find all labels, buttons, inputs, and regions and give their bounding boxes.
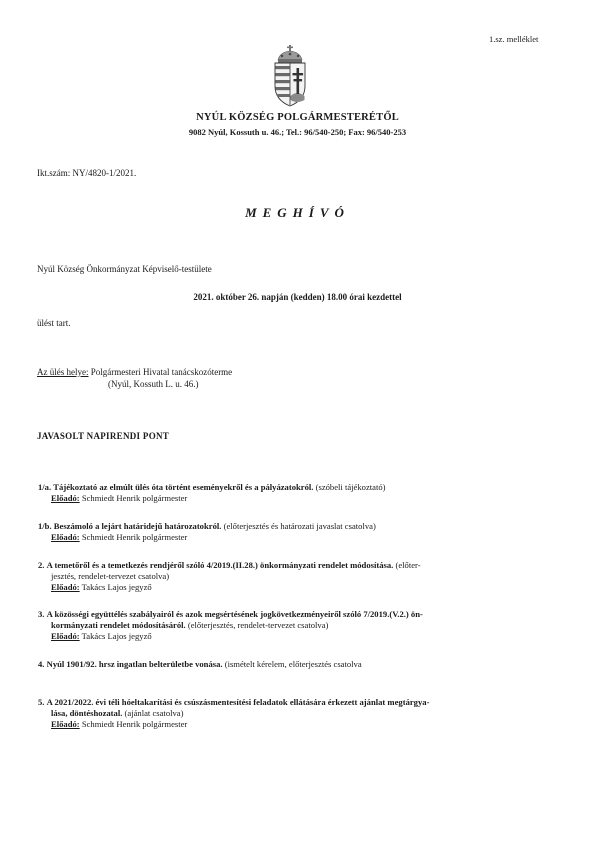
venue-line2: (Nyúl, Kossuth L. u. 46.)	[108, 379, 199, 389]
session-date: 2021. október 26. napján (kedden) 18.00 órai kezdettel	[193, 292, 402, 302]
item-note: (előter-	[395, 560, 421, 570]
item-number: 3.	[38, 609, 45, 619]
invitation-intro: Nyúl Község Önkormányzat Képviselő-testülete	[37, 264, 212, 274]
agenda-item-3	[38, 609, 558, 642]
venue-line1: Polgármesteri Hivatal tanácskozóterme	[90, 367, 233, 377]
document-title: MEGHÍVÓ	[245, 205, 350, 220]
item-title-cont: kormányzati rendelet módosításáról.	[51, 620, 186, 630]
presenter-label: Előadó:	[51, 582, 80, 592]
agenda-item-4	[38, 659, 558, 670]
presenter-label: Előadó:	[51, 719, 80, 729]
item-title: A 2021/2022. évi téli hóeltakarítási és csúszásmentesítési feladatok ellátására érkezett ajánlat megtárgya-	[46, 697, 430, 707]
item-title: A temetőről és a temetkezés rendjéről szóló 4/2019.(II.28.) önkormányzati rendelet módosítása.	[46, 560, 394, 570]
item-number: 1/a.	[38, 482, 52, 492]
presenter-label: Előadó:	[51, 493, 80, 503]
annex-label: 1.sz. melléklet	[489, 34, 539, 44]
agenda-item-1a	[38, 482, 558, 504]
item-note: (előterjesztés, rendelet-tervezet csatolva)	[187, 620, 329, 630]
item-title-cont: lása, döntéshozatal.	[51, 708, 123, 718]
presenter-label: Előadó:	[51, 631, 80, 641]
presenter-label: Előadó:	[51, 532, 80, 542]
agenda-item-2	[38, 560, 558, 593]
agenda-heading: JAVASOLT NAPIRENDI PONT	[37, 431, 170, 441]
item-note: (ismételt kérelem, előterjesztés csatolva	[224, 659, 362, 669]
item-number: 5.	[38, 697, 45, 707]
presenter-name: Schmiedt Henrik polgármester	[81, 719, 188, 729]
item-number: 2.	[38, 560, 45, 570]
presenter-name: Takács Lajos jegyző	[81, 631, 152, 641]
reference-number: Ikt.szám: NY/4820-1/2021.	[37, 168, 137, 178]
venue	[37, 367, 232, 378]
item-title: Nyúl 1901/92. hrsz ingatlan belterületbe vonása.	[46, 659, 223, 669]
coat-of-arms-icon	[270, 44, 310, 108]
item-title: Beszámoló a lejárt határidejű határozatokról.	[53, 521, 222, 531]
venue-label: Az ülés helye:	[37, 367, 89, 377]
item-number: 4.	[38, 659, 45, 669]
item-title: A közösségi együttélés szabályairól és azok megsértésének jogkövetkezményeiről szóló 7/2019.(V.2.) ön-	[46, 609, 423, 619]
item-title: Tájékoztató az elmúlt ülés óta történt eseményekről és a pályázatokról.	[53, 482, 314, 492]
item-number: 1/b.	[38, 521, 52, 531]
item-note: (előterjesztés és határozati javaslat csatolva)	[223, 521, 376, 531]
session-held: ülést tart.	[37, 318, 71, 328]
presenter-name: Schmiedt Henrik polgármester	[81, 493, 188, 503]
presenter-name: Schmiedt Henrik polgármester	[81, 532, 188, 542]
issuer-address: 9082 Nyúl, Kossuth u. 46.; Tel.: 96/540-250; Fax: 96/540-253	[188, 127, 407, 137]
presenter-name: Takács Lajos jegyző	[81, 582, 152, 592]
agenda-item-5	[38, 697, 558, 730]
agenda-item-1b	[38, 521, 558, 543]
issuer-title: NYÚL KÖZSÉG POLGÁRMESTERÉTŐL	[196, 112, 399, 123]
item-note-cont: jesztés, rendelet-tervezet csatolva)	[51, 571, 170, 581]
item-note: (szóbeli tájékoztató)	[315, 482, 386, 492]
item-note: (ajánlat csatolva)	[124, 708, 184, 718]
